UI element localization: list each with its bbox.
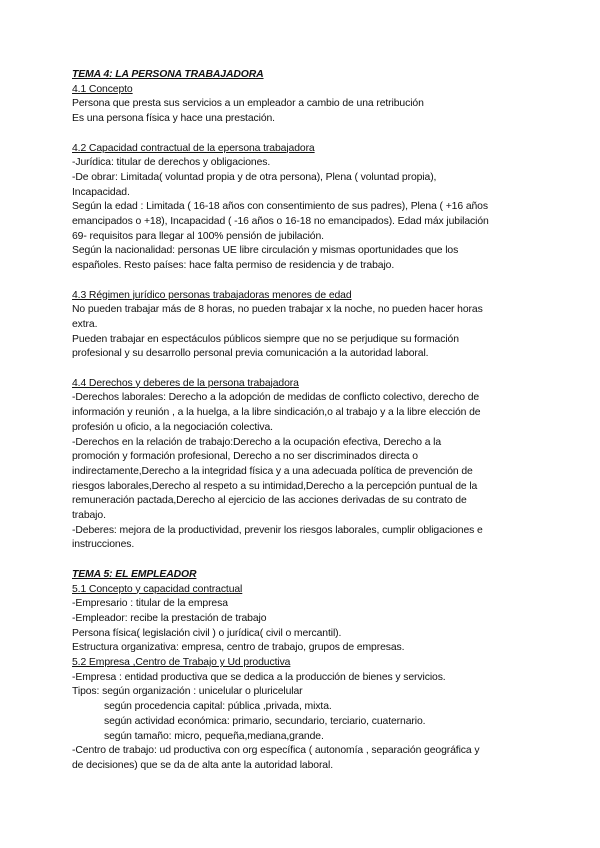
paragraph-line: -Centro de trabajo: ud productiva con org específica ( autonomía , separación geográfica y	[72, 745, 480, 757]
paragraph-line: -Derechos laborales: Derecho a la adopción de medidas de conflicto colectivo, derecho de	[72, 392, 480, 404]
paragraph-line: -Derechos en la relación de trabajo:Derecho a la ocupación efectiva, Derecho a la	[72, 436, 442, 448]
paragraph-line: Persona física( legislación civil ) o jurídica( civil o mercantil).	[72, 627, 342, 639]
paragraph-line: de decisiones) que se da de alta ante la autoridad laboral.	[72, 759, 333, 771]
paragraph-line: indirectamente,Derecho a la integridad física y a una adecuada política de prevención de	[72, 465, 473, 477]
paragraph-line: No pueden trabajar más de 8 horas, no pueden trabajar x la noche, no pueden hacer horas	[72, 304, 483, 316]
paragraph-line: riesgos laborales,Derecho al respeto a su intimidad,Derecho a la percepción puntual de la	[72, 480, 478, 492]
tipos-sub-line: según procedencia capital: pública ,privada, mixta.	[104, 701, 332, 713]
tema5-title: TEMA 5: EL EMPLEADOR	[72, 568, 197, 580]
paragraph-line: trabajo.	[72, 510, 106, 522]
paragraph-line: 69- requisitos para llegar al 100% pensión de jubilación.	[72, 230, 324, 242]
tipos-sub-line: según tamaño: micro, pequeña,mediana,grande.	[104, 730, 324, 742]
paragraph-line: promoción y formación profesional, Derecho a no ser discriminados directa o	[72, 451, 418, 463]
paragraph-line: emancipados o +18), Incapacidad ( -16 años o 16-18 no emancipados). Edad máx jubilación	[72, 216, 489, 228]
paragraph-line: Es una persona física y hace una prestación.	[72, 113, 275, 125]
paragraph-line: -Empresario : titular de la empresa	[72, 598, 228, 610]
section-4-2-heading: 4.2 Capacidad contractual de la epersona trabajadora	[72, 142, 315, 154]
section-4-1-heading: 4.1 Concepto	[72, 83, 133, 95]
section-4-4-heading: 4.4 Derechos y deberes de la persona trabajadora	[72, 377, 299, 389]
paragraph-line: Incapacidad.	[72, 186, 130, 198]
tipos-sub-line: según actividad económica: primario, secundario, terciario, cuaternario.	[104, 715, 426, 727]
paragraph-line: información y reunión , a la huelga, a la libre sindicación,o al trabajo y a la libre elección de	[72, 407, 481, 419]
paragraph-line: extra.	[72, 318, 98, 330]
paragraph-line: Estructura organizativa: empresa, centro de trabajo, grupos de empresas.	[72, 642, 405, 654]
paragraph-line: -Empresa : entidad productiva que se dedica a la producción de bienes y servicios.	[72, 671, 446, 683]
paragraph-line: Pueden trabajar en espectáculos públicos siempre que no se perjudique su formación	[72, 333, 459, 345]
section-4-3-heading: 4.3 Régimen jurídico personas trabajadoras menores de edad	[72, 289, 352, 301]
paragraph-line: Según la edad : Limitada ( 16-18 años con consentimiento de sus padres), Plena ( +16 años	[72, 201, 488, 213]
paragraph-line: españoles. Resto países: hace falta permiso de residencia y de trabajo.	[72, 260, 395, 272]
section-5-1-heading: 5.1 Concepto y capacidad contractual	[72, 583, 243, 595]
document-page	[72, 68, 532, 774]
paragraph-line: instrucciones.	[72, 539, 135, 551]
tipos-line: Tipos: según organización : unicelular o pluricelular	[72, 686, 303, 698]
paragraph-line: Persona que presta sus servicios a un empleador a cambio de una retribución	[72, 98, 424, 110]
section-5-2-heading: 5.2 Empresa ,Centro de Trabajo y Ud productiva	[72, 657, 291, 669]
paragraph-line: -Jurídica: titular de derechos y obligaciones.	[72, 157, 271, 169]
paragraph-line: -Empleador: recibe la prestación de trabajo	[72, 612, 267, 624]
tema4-title: TEMA 4: LA PERSONA TRABAJADORA	[72, 69, 264, 80]
paragraph-line: remuneración pactada,Derecho al ejercicio de las acciones derivadas de su contrato de	[72, 495, 467, 507]
paragraph-line: Según la nacionalidad: personas UE libre circulación y mismas oportunidades que los	[72, 245, 459, 257]
paragraph-line: -De obrar: Limitada( voluntad propia y de otra persona), Plena ( voluntad propia),	[72, 171, 437, 183]
paragraph-line: profesión u oficio, a la negociación colectiva.	[72, 421, 273, 433]
paragraph-line: profesional y su desarrollo personal previa comunicación a la autoridad laboral.	[72, 348, 429, 360]
paragraph-line: -Deberes: mejora de la productividad, prevenir los riesgos laborales, cumplir obligaciones e	[72, 524, 483, 536]
